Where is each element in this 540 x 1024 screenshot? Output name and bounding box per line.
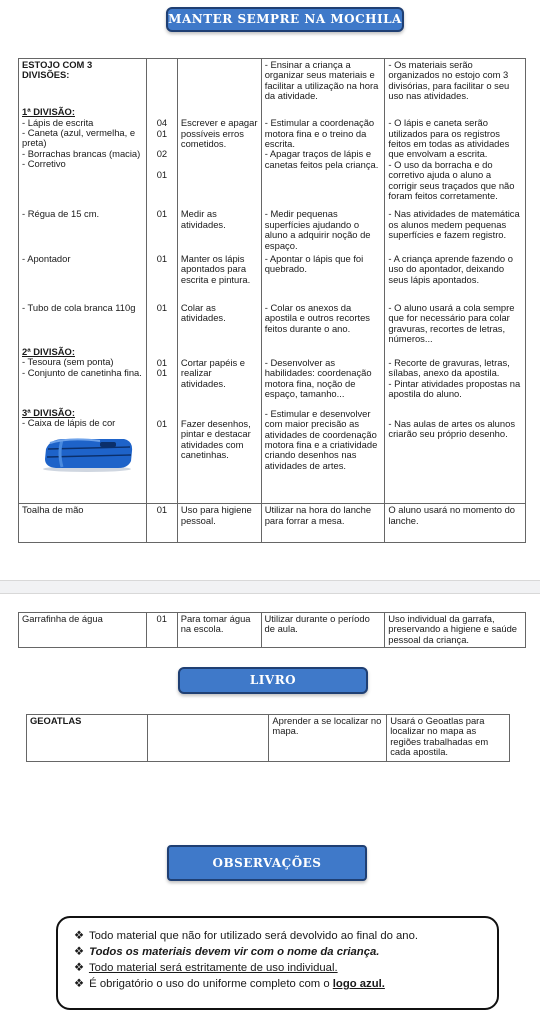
diamond-bullet-icon: ❖ (73, 946, 85, 958)
use-cell (177, 59, 261, 107)
table-row (19, 407, 526, 504)
use-cell: Medir as atividades. (177, 208, 261, 253)
use-cell: Uso para higiene pessoal. (177, 504, 261, 543)
method-cell: - O lápis e caneta serão utilizados para os registros feitos em todas as atividades que envolvam a escrita. - O uso da borracha e do corretivo ajuda o aluno a corrigir seus traçados que não foram feitos corretamente. (385, 106, 526, 208)
qty-cell: 01 (146, 253, 177, 302)
use-cell: Para tomar água na escola. (177, 613, 261, 648)
obs-text-4: É obrigatório o uso do uniforme completo com o (89, 978, 333, 990)
obs-text-3: Todo material será estritamente de uso individual. (88, 962, 338, 974)
diamond-bullet-icon: ❖ (73, 930, 85, 942)
diamond-bullet-icon: ❖ (73, 978, 85, 990)
garrafinha-table (18, 612, 526, 648)
table-row (27, 715, 510, 762)
item-list: - Tesoura (sem ponta) - Conjunto de canetinha fina. (22, 356, 142, 378)
item-cell: - Régua de 15 cm. (19, 208, 147, 253)
pencil-case-image (40, 433, 135, 473)
objective-cell: Utilizar durante o período de aula. (261, 613, 385, 648)
divisoes-label: DIVISÕES: (22, 69, 70, 81)
qty-cell: 01 (146, 504, 177, 543)
objective-cell: Utilizar na hora do lanche para forrar a mesa. (261, 504, 385, 543)
method-cell: O aluno usará no momento do lanche. (385, 504, 526, 543)
estojo-cell (19, 59, 147, 107)
banner-livro: LIVRO (178, 667, 368, 694)
use-cell: Manter os lápis apontados para escrita e pintura. (177, 253, 261, 302)
method-cell: - Nas atividades de matemática os alunos medem pequenas superfícies e fazem registro. (385, 208, 526, 253)
table-row (19, 302, 526, 346)
table-row (19, 504, 526, 543)
table-row (19, 106, 526, 208)
list-item (72, 928, 489, 944)
item-cell (19, 346, 147, 407)
table-row (19, 613, 526, 648)
method-cell: - O aluno usará a cola sempre que for necessário para colar gravuras, recortes de letras, números... (385, 302, 526, 346)
method-cell: - Nas aulas de artes os alunos criarão seu próprio desenho. (385, 407, 526, 504)
list-item (72, 960, 489, 976)
diamond-bullet-icon: ❖ (73, 962, 85, 974)
use-cell: Cortar papéis e realizar atividades. (177, 346, 261, 407)
materials-table (18, 58, 526, 543)
objective-cell: - Ensinar a criança a organizar seus materiais e facilitar a utilização na hora da atividade. (261, 59, 385, 107)
page-break-separator (0, 580, 540, 594)
obs-logo-azul: logo azul. (332, 978, 385, 990)
item-cell: - Apontador (19, 253, 147, 302)
method-cell: Usará o Geoatlas para localizar no mapa as regiões trabalhadas em cada apostila. (387, 715, 510, 762)
qty-cell (146, 59, 177, 107)
method-cell: - A criança aprende fazendo o uso do apontador, deixando seus lápis apontados. (385, 253, 526, 302)
objective-cell: - Apontar o lápis que foi quebrado. (261, 253, 385, 302)
qty-cell: 01 (146, 302, 177, 346)
table-row (19, 253, 526, 302)
qty-cell: 01 (146, 407, 177, 504)
use-cell: Colar as atividades. (177, 302, 261, 346)
objective-cell: - Estimular e desenvolver com maior precisão as atividades de coordenação motora fina e a criatividade criando desenhos nas atividades de artes. (261, 407, 385, 504)
item-cell: Garrafinha de água (19, 613, 147, 648)
objective-cell: - Desenvolver as habilidades: coordenação motora fina, noção de espaço, tamanho... (261, 346, 385, 407)
use-cell: Escrever e apagar possíveis erros cometidos. (177, 106, 261, 208)
qty-cell: 04 01 02 01 (146, 106, 177, 208)
table-row (19, 346, 526, 407)
item-cell: - Tubo de cola branca 110g (19, 302, 147, 346)
estojo-label: ESTOJO COM 3 (22, 59, 93, 70)
item-list: - Lápis de escrita - Caneta (azul, vermelha, e preta) - Borrachas brancas (macia) - Corretivo (22, 116, 141, 170)
list-item (72, 944, 489, 960)
division-heading: 1ª DIVISÃO: (22, 106, 75, 118)
objective-cell: Aprender a se localizar no mapa. (269, 715, 387, 762)
qty-cell: 01 01 (146, 346, 177, 407)
table-row (19, 208, 526, 253)
division-heading: 3ª DIVISÃO: (22, 406, 75, 418)
division-heading: 2ª DIVISÃO: (22, 345, 75, 357)
item-cell (19, 407, 147, 504)
item-cell: Toalha de mão (19, 504, 147, 543)
method-cell: - Recorte de gravuras, letras, sílabas, anexo da apostila. - Pintar atividades propostas na apostila do aluno. (385, 346, 526, 407)
objective-cell: - Estimular a coordenação motora fina e o treino da escrita. - Apagar traços de lápis e canetas feitos pela criança. (261, 106, 385, 208)
objective-cell: - Medir pequenas superfícies ajudando o aluno a adquirir noção de espaço. (261, 208, 385, 253)
table-row (19, 59, 526, 107)
qty-cell: 01 (146, 613, 177, 648)
item-cell: GEOATLAS (27, 715, 148, 762)
item-list: - Caixa de lápis de cor (22, 417, 116, 429)
banner-manter-na-mochila: MANTER SEMPRE NA MOCHILA (166, 7, 404, 32)
qty-cell: 01 (146, 208, 177, 253)
item-cell (19, 106, 147, 208)
obs-text-2: Todos os materiais devem vir com o nome da criança. (89, 946, 380, 958)
use-cell: Fazer desenhos, pintar e destacar atividades com canetinhas. (177, 407, 261, 504)
livro-table (26, 714, 510, 762)
objective-cell: - Colar os anexos da apostila e outros recortes feitos durante o ano. (261, 302, 385, 346)
method-cell: - Os materiais serão organizados no estojo com 3 divisórias, para facilitar o seu uso nas atividades. (385, 59, 526, 107)
method-cell: Uso individual da garrafa, preservando a higiene e saúde pessoal da criança. (385, 613, 526, 648)
list-item (72, 976, 489, 992)
observations-box (56, 916, 499, 1010)
banner-observacoes: OBSERVAÇÕES (167, 845, 367, 881)
empty-cell (147, 715, 269, 762)
obs-text-1: Todo material que não for utilizado será devolvido ao final do ano. (88, 930, 419, 942)
